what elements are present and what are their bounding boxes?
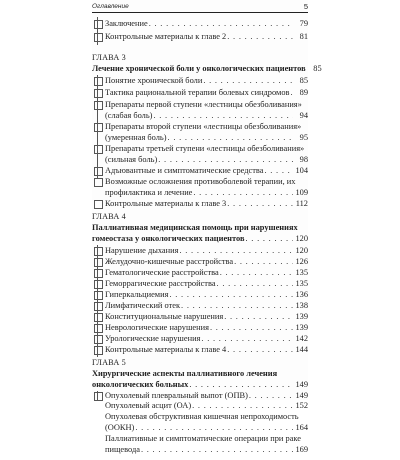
checkbox-icon bbox=[94, 324, 103, 333]
checkbox-icon bbox=[94, 335, 103, 344]
toc-entry: Геморрагические расстройства . . . 135 bbox=[105, 278, 308, 289]
toc-entry: профилактика и лечение . . . 109 bbox=[105, 187, 308, 198]
toc-entry: (ООКН) . . . 164 bbox=[105, 422, 308, 433]
toc-entry-text: Паллиативные и симптоматические операции при раке bbox=[105, 434, 301, 443]
page-number: 5 bbox=[303, 2, 308, 11]
toc-entry-text: Препараты второй ступени «лестницы обезболивания» bbox=[105, 122, 302, 131]
checkbox-icon bbox=[94, 167, 103, 176]
toc-entry: Адъювантные и симптоматические средства . . . 104 bbox=[105, 165, 308, 176]
checkbox-icon bbox=[94, 247, 103, 256]
chapter-title: Лечение хронической боли у онкологических пациентов 85 bbox=[92, 64, 322, 73]
toc-entry: Опухолевый асцит (ОА) . . . 152 bbox=[105, 400, 308, 411]
toc-entry: Контрольные материалы к главе 3 . . . 112 bbox=[105, 198, 308, 209]
checkbox-icon bbox=[94, 280, 103, 289]
toc-entry-text: Возможные осложнения противоболевой терапии, их bbox=[105, 177, 296, 186]
header-rule bbox=[92, 12, 308, 13]
checkbox-icon bbox=[94, 291, 103, 300]
checkbox-icon bbox=[94, 33, 103, 42]
toc-entry: Конституциональные нарушения . . . 139 bbox=[105, 311, 308, 322]
overflow-continuation bbox=[92, 400, 308, 460]
toc-entry: Нарушение дыхания . . . 120 bbox=[105, 245, 308, 256]
chapter-label: ГЛАВА 3 bbox=[92, 53, 126, 62]
toc-entry: Контрольные материалы к главе 4 . . . 144 bbox=[105, 344, 308, 355]
toc-entry-text: Препараты первой ступени «лестницы обезболивания» bbox=[105, 100, 302, 109]
chapter-label: ГЛАВА 4 bbox=[92, 212, 126, 221]
toc-entry: (сильная боль) . . . 98 bbox=[105, 154, 308, 165]
checkbox-icon bbox=[94, 101, 103, 110]
checkbox-icon bbox=[94, 346, 103, 355]
checkbox-icon bbox=[94, 145, 103, 154]
checkbox-icon bbox=[94, 20, 103, 29]
toc-entry-text: Препараты третьей ступени «лестницы обезболивания» bbox=[105, 144, 305, 153]
checkbox-icon bbox=[94, 123, 103, 132]
chapter-title: гомеостаза у онкологических пациентов . . . 120 bbox=[92, 233, 308, 244]
toc-entry: Заключение . . . 79 bbox=[105, 18, 308, 29]
running-header-section: Оглавление bbox=[92, 3, 129, 10]
toc-entry: Желудочно-кишечные расстройства . . . 126 bbox=[105, 256, 308, 267]
book-page bbox=[92, 0, 322, 400]
running-header bbox=[92, 3, 308, 12]
chapter-label: ГЛАВА 5 bbox=[92, 358, 126, 367]
toc-entry: (умеренная боль) . . . 95 bbox=[105, 132, 308, 143]
toc-entry: Урологические нарушения . . . 142 bbox=[105, 333, 308, 344]
toc-entry: (слабая боль) . . . 94 bbox=[105, 110, 308, 121]
toc-entry: Неврологические нарушения . . . 139 bbox=[105, 322, 308, 333]
checkbox-icon bbox=[94, 178, 103, 187]
checkbox-icon bbox=[94, 269, 103, 278]
toc-entry: Лимфатический отек . . . 138 bbox=[105, 300, 308, 311]
chapter-title: Хирургические аспекты паллиативного лечения bbox=[92, 369, 278, 378]
checkbox-icon bbox=[94, 302, 103, 311]
toc-entry: Опухолевый плевральный выпот (ОПВ) . . . 149 bbox=[105, 390, 308, 401]
toc-entry: Контрольные материалы к главе 2 . . . 81 bbox=[105, 31, 308, 42]
toc-entry-text: Опухолевая обструктивная кишечная непроходимость bbox=[105, 412, 299, 421]
toc-entry: Гематологические расстройства . . . 135 bbox=[105, 267, 308, 278]
checkbox-icon bbox=[94, 258, 103, 267]
checkbox-icon bbox=[94, 77, 103, 86]
chapter-title: Паллиативная медицинская помощь при нарушениях bbox=[92, 223, 298, 232]
toc-entry: пищевода . . . 169 bbox=[105, 444, 308, 455]
toc-entry: Тактика рациональной терапии болевых синдромов . . . 89 bbox=[105, 87, 308, 98]
checkbox-icon bbox=[94, 313, 103, 322]
toc-entry: Гиперкальциемия . . . 136 bbox=[105, 289, 308, 300]
toc-entry: Понятие хронической боли . . . 85 bbox=[105, 75, 308, 86]
checkbox-icon bbox=[94, 200, 103, 209]
chapter-title: онкологических больных . . . 149 bbox=[92, 379, 308, 390]
checkbox-icon bbox=[94, 89, 103, 98]
